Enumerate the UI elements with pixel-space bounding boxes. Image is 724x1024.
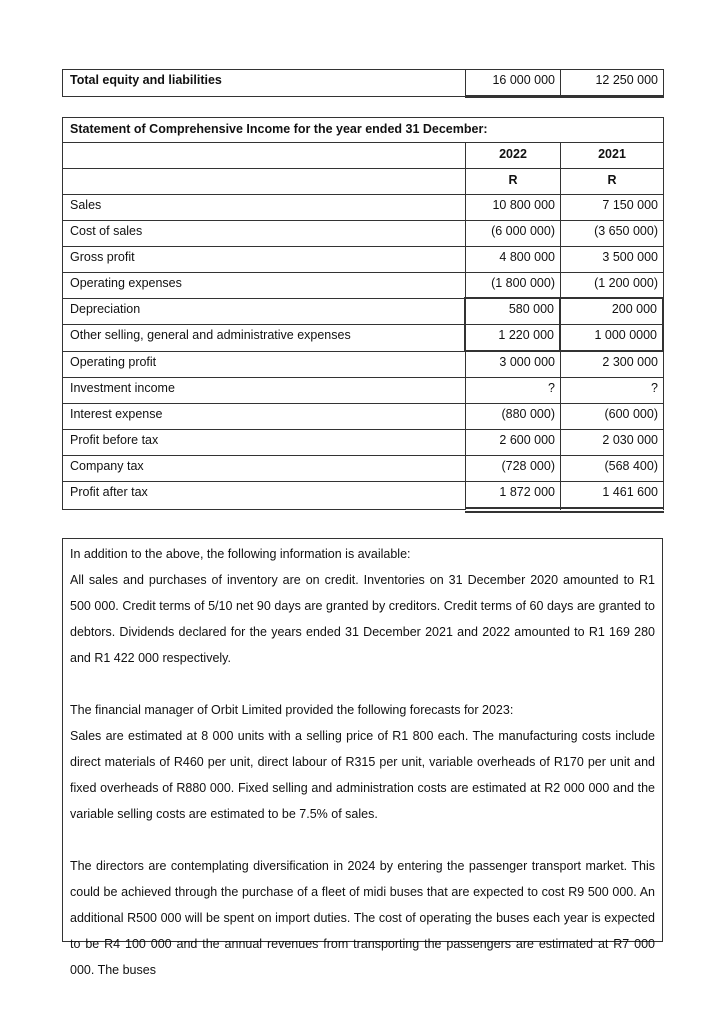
row-value-2022: (1 800 000) [491, 276, 555, 290]
row-label: Depreciation [70, 302, 141, 316]
paragraph-gap [70, 827, 655, 853]
info-paragraph-diversification: The directors are contemplating diversification in 2024 by entering the passenger transport market. This could be achieved through the purchase of a fleet of midi buses that are expected to cost R9 500 000. An additional R500 000 will be spent on import duties. The cost of operating the buses each year is expected to be R4 100 000 and the annual revenues from transporting the passengers are estimated at R7 000 000. The buses [70, 859, 655, 977]
row-value-2021: (1 200 000) [594, 276, 658, 290]
row-label: Operating profit [70, 355, 157, 369]
row-label: Interest expense [70, 407, 163, 421]
row-label: Sales [70, 198, 102, 212]
row-label: Profit before tax [70, 433, 159, 447]
row-value-2021: ? [651, 381, 658, 395]
row-value-2022: ? [548, 381, 555, 395]
info-paragraph-credit-terms: All sales and purchases of inventory are on credit. Inventories on 31 December 2020 amounted to R1 500 000. Credit terms of 5/10 net 90 days are granted by creditors. Credit terms of 60 days are granted to debtors. Dividends declared for the years ended 31 December 2021 and 2022 amounted to R1 169 280 and R1 422 000 respectively. [70, 573, 655, 665]
row-value-2021: 200 000 [611, 302, 657, 316]
row-label: Company tax [70, 459, 144, 473]
row-label: Profit after tax [70, 485, 148, 499]
row-value-2022: 2 600 000 [499, 433, 555, 447]
row-value-2022: 1 220 000 [498, 328, 554, 342]
info-heading: In addition to the above, the following information is available: [70, 547, 411, 561]
total-equity-label: Total equity and liabilities [70, 73, 222, 87]
row-value-2022: 1 872 000 [499, 485, 555, 499]
row-label: Gross profit [70, 250, 135, 264]
row-label: Cost of sales [70, 224, 143, 238]
row-value-2022: 4 800 000 [499, 250, 555, 264]
currency-header-2021: R [607, 173, 617, 187]
row-value-2021: 1 461 600 [602, 485, 658, 499]
row-value-2021: 2 030 000 [602, 433, 658, 447]
info-paragraph-forecasts: Sales are estimated at 8 000 units with a selling price of R1 800 each. The manufacturing costs include direct materials of R460 per unit, direct labour of R315 per unit, variable overheads of R170 per unit and fixed overheads of R880 000. Fixed selling and administration costs are estimated at R2 000 000 and the variable selling costs are estimated to be 7.5% of sales. [70, 729, 655, 821]
total-equity-2022: 16 000 000 [492, 73, 555, 87]
row-label: Other selling, general and administrative expenses [70, 328, 351, 342]
row-value-2022: 580 000 [508, 302, 554, 316]
row-value-2022: (880 000) [501, 407, 555, 421]
forecast-intro: The financial manager of Orbit Limited provided the following forecasts for 2023: [70, 703, 514, 717]
row-value-2021: (568 400) [604, 459, 658, 473]
row-value-2021: 7 150 000 [602, 198, 658, 212]
row-label: Investment income [70, 381, 175, 395]
row-value-2021: (3 650 000) [594, 224, 658, 238]
row-value-2021: 1 000 0000 [594, 328, 657, 342]
row-value-2022: 3 000 000 [499, 355, 555, 369]
total-equity-2021: 12 250 000 [595, 73, 658, 87]
row-value-2021: 3 500 000 [602, 250, 658, 264]
additional-information-box [62, 538, 663, 977]
income-statement-title: Statement of Comprehensive Income for the year ended 31 December: [70, 122, 488, 136]
row-value-2021: 2 300 000 [602, 355, 658, 369]
row-value-2022: (728 000) [501, 459, 555, 473]
paragraph-gap [70, 671, 655, 697]
row-value-2021: (600 000) [604, 407, 658, 421]
currency-header-2022: R [508, 173, 518, 187]
year-header-2022: 2022 [499, 147, 527, 161]
row-value-2022: 10 800 000 [492, 198, 555, 212]
row-value-2022: (6 000 000) [491, 224, 555, 238]
year-header-2021: 2021 [598, 147, 626, 161]
row-label: Operating expenses [70, 276, 182, 290]
